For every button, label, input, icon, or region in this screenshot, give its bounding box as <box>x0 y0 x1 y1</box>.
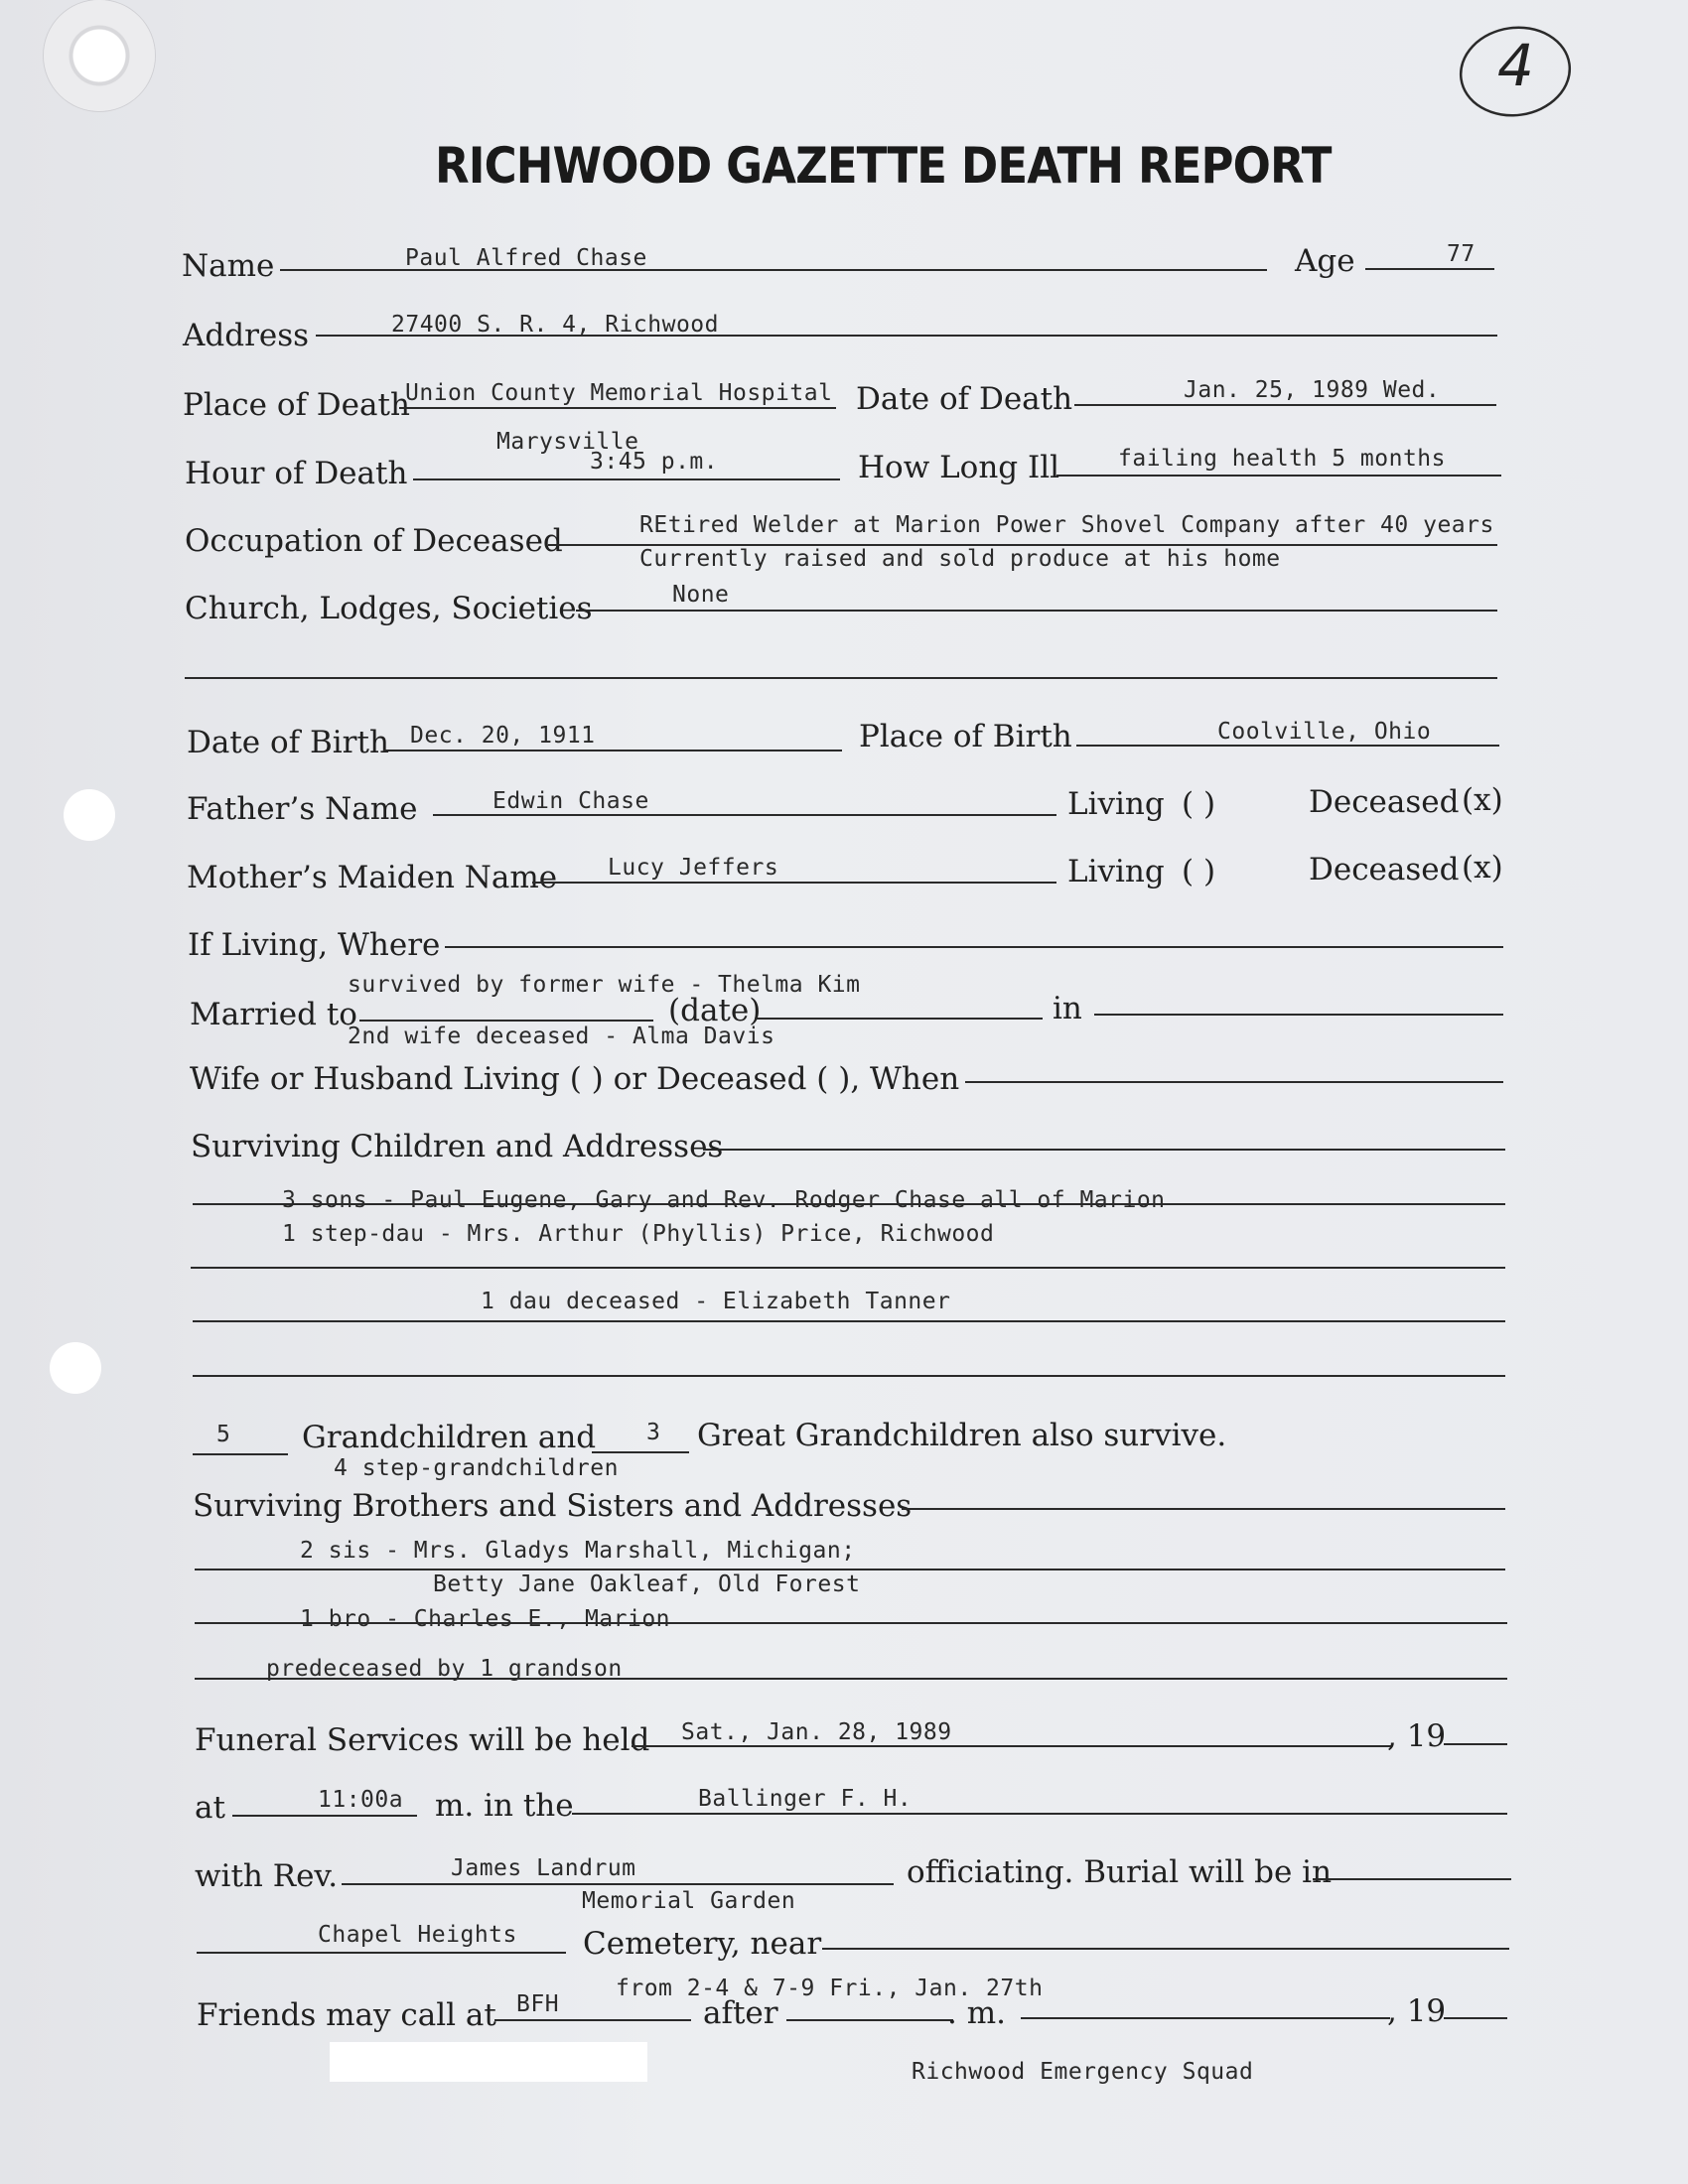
surviving-siblings-label: Surviving Brothers and Sisters and Addresses <box>193 1488 913 1524</box>
age-label: Age <box>1295 243 1355 279</box>
if-living-where-label: If Living, Where <box>188 927 441 963</box>
cemetery-value: Chapel Heights <box>318 1922 517 1948</box>
friends-date-line <box>1021 2017 1390 2019</box>
children-line-2 <box>191 1267 1505 1269</box>
church-value: None <box>672 582 730 608</box>
after-label: after <box>703 1995 778 2031</box>
married-date-label: (date) <box>668 993 762 1028</box>
siblings-value-line3: 1 bro - Charles E., Marion <box>300 1606 671 1632</box>
with-rev-label: with Rev. <box>195 1858 339 1894</box>
cemetery-near-label: Cemetery, near <box>583 1926 822 1962</box>
surviving-siblings-line <box>902 1508 1505 1510</box>
place-of-death-line <box>399 407 836 409</box>
date-of-birth-line <box>383 750 842 751</box>
children-value-line1: 3 sons - Paul Eugene, Gary and Rev. Rodger Chase all of Marion <box>282 1187 1166 1213</box>
great-grandchildren-line <box>592 1451 689 1453</box>
officiant-value: James Landrum <box>451 1855 636 1881</box>
funeral-date-value: Sat., Jan. 28, 1989 <box>681 1719 952 1745</box>
grandchildren-line <box>193 1453 288 1455</box>
top-punch-hole <box>44 0 155 111</box>
great-grandchildren-label: Great Grandchildren also survive. <box>697 1418 1227 1453</box>
officiant-line <box>342 1883 894 1885</box>
place-of-birth-value: Coolville, Ohio <box>1217 719 1432 745</box>
place-of-birth-label: Place of Birth <box>859 719 1072 754</box>
siblings-line-1 <box>195 1569 1505 1570</box>
burial-line <box>1313 1878 1511 1880</box>
funeral-home-value: Ballinger F. H. <box>698 1786 913 1812</box>
mothers-deceased-check: (x) <box>1462 850 1503 886</box>
fathers-name-label: Father’s Name <box>187 791 418 827</box>
occupation-value-line1: REtired Welder at Marion Power Shovel Company after 40 years <box>639 512 1494 538</box>
siblings-value-line2: Betty Jane Oakleaf, Old Forest <box>433 1571 861 1597</box>
funeral-time-line <box>232 1815 417 1817</box>
m-end-label: . m. <box>947 1995 1006 2031</box>
friends-call-at-value: BFH <box>516 1991 560 2017</box>
how-long-ill-value: failing health 5 months <box>1118 446 1446 472</box>
form-title: RICHWOOD GAZETTE DEATH REPORT <box>435 137 1332 195</box>
step-grandchildren-note: 4 step-grandchildren <box>334 1455 619 1481</box>
great-grandchildren-count: 3 <box>646 1420 661 1445</box>
page-number: 4 <box>1497 32 1534 99</box>
hour-of-death-label: Hour of Death <box>185 456 408 491</box>
punch-hole-lower <box>50 1342 101 1394</box>
funeral-time-value: 11:00a <box>318 1787 404 1813</box>
friends-after-line <box>786 2019 953 2021</box>
siblings-value-line1: 2 sis - Mrs. Gladys Marshall, Michigan; <box>300 1538 856 1564</box>
children-value-line2: 1 step-dau - Mrs. Arthur (Phyllis) Price, Richwood <box>282 1221 995 1247</box>
grandchildren-label: Grandchildren and <box>302 1420 597 1455</box>
age-value: 77 <box>1447 241 1476 267</box>
date-of-birth-value: Dec. 20, 1911 <box>410 723 596 749</box>
siblings-line-3 <box>195 1678 1507 1680</box>
grandchildren-count: 5 <box>216 1422 231 1447</box>
friends-may-call-label: Friends may call at <box>197 1997 496 2033</box>
fathers-living-check: ( ) <box>1182 786 1216 822</box>
address-value: 27400 S. R. 4, Richwood <box>391 312 719 338</box>
siblings-value-line4: predeceased by 1 grandson <box>266 1656 623 1682</box>
officiating-label: officiating. Burial will be in <box>907 1854 1333 1890</box>
place-of-death-value: Union County Memorial Hospital <box>405 380 833 406</box>
mothers-maiden-name-line <box>532 882 1056 884</box>
cemetery-near-line <box>822 1948 1509 1950</box>
date-of-birth-label: Date of Birth <box>187 725 389 760</box>
children-line-1 <box>193 1203 1505 1205</box>
surviving-children-line <box>703 1149 1505 1151</box>
mothers-maiden-name-value: Lucy Jeffers <box>608 855 779 881</box>
married-in-label: in <box>1053 991 1082 1026</box>
funeral-services-line <box>632 1745 1392 1747</box>
place-of-death-label: Place of Death <box>183 387 410 423</box>
friends-call-hours-value: from 2-4 & 7-9 Fri., Jan. 27th <box>616 1976 1044 2001</box>
married-value-line2: 2nd wife deceased - Alma Davis <box>348 1024 775 1049</box>
burial-place-value: Memorial Garden <box>582 1888 796 1914</box>
fathers-deceased-check: (x) <box>1462 782 1503 818</box>
wife-or-husband-label: Wife or Husband Living ( ) or Deceased ( ), When <box>190 1061 960 1097</box>
fathers-name-value: Edwin Chase <box>492 788 649 814</box>
children-value-line3: 1 dau deceased - Elizabeth Tanner <box>481 1289 951 1314</box>
date-of-death-line <box>1074 404 1496 406</box>
m-in-the-label: m. in the <box>435 1788 574 1824</box>
funeral-services-label: Funeral Services will be held <box>195 1722 650 1758</box>
married-date-line <box>755 1018 1043 1020</box>
occupation-value-line2: Currently raised and sold produce at his home <box>639 546 1281 572</box>
address-label: Address <box>183 318 310 353</box>
mothers-deceased-label: Deceased <box>1309 852 1460 887</box>
children-line-3 <box>193 1320 1505 1322</box>
wife-or-husband-line <box>965 1081 1503 1083</box>
married-to-label: Married to <box>190 997 357 1032</box>
siblings-line-2 <box>195 1622 1507 1624</box>
surviving-children-label: Surviving Children and Addresses <box>191 1129 724 1164</box>
name-value: Paul Alfred Chase <box>405 245 647 271</box>
church-line-2 <box>185 677 1497 679</box>
date-of-death-value: Jan. 25, 1989 Wed. <box>1184 377 1441 403</box>
married-to-line <box>359 1020 653 1022</box>
mothers-maiden-name-label: Mother’s Maiden Name <box>187 860 558 895</box>
funeral-year-prefix: , 19 <box>1387 1718 1447 1754</box>
fathers-living-label: Living <box>1067 786 1165 822</box>
date-of-death-label: Date of Death <box>856 381 1073 417</box>
occupation-label: Occupation of Deceased <box>185 523 563 559</box>
married-in-line <box>1094 1014 1503 1016</box>
age-line <box>1365 268 1494 270</box>
friends-year-line <box>1444 2017 1507 2019</box>
children-line-4 <box>193 1375 1505 1377</box>
cemetery-line <box>197 1952 566 1954</box>
friends-year-prefix: , 19 <box>1387 1993 1447 2029</box>
mothers-living-label: Living <box>1067 854 1165 889</box>
married-value-line1: survived by former wife - Thelma Kim <box>348 972 861 998</box>
funeral-home-line <box>572 1813 1507 1815</box>
mothers-living-check: ( ) <box>1182 854 1216 889</box>
how-long-ill-line <box>1056 475 1501 477</box>
funeral-year-line <box>1444 1743 1507 1745</box>
place-of-birth-line <box>1076 745 1499 747</box>
at-label: at <box>195 1790 225 1826</box>
church-label: Church, Lodges, Societies <box>185 591 593 626</box>
redaction-box <box>330 2042 647 2082</box>
how-long-ill-label: How Long Ill <box>858 450 1060 485</box>
if-living-where-line <box>445 946 1503 948</box>
punch-hole-middle <box>64 789 115 841</box>
hour-of-death-value: 3:45 p.m. <box>590 449 719 475</box>
footer-note: Richwood Emergency Squad <box>912 2059 1254 2085</box>
fathers-deceased-label: Deceased <box>1309 784 1460 820</box>
name-label: Name <box>182 248 275 284</box>
fathers-name-line <box>433 814 1056 816</box>
hour-of-death-line <box>413 478 840 480</box>
church-line <box>576 610 1497 612</box>
place-of-death-city: Marysville <box>496 429 639 455</box>
friends-call-at-line <box>494 2019 691 2021</box>
